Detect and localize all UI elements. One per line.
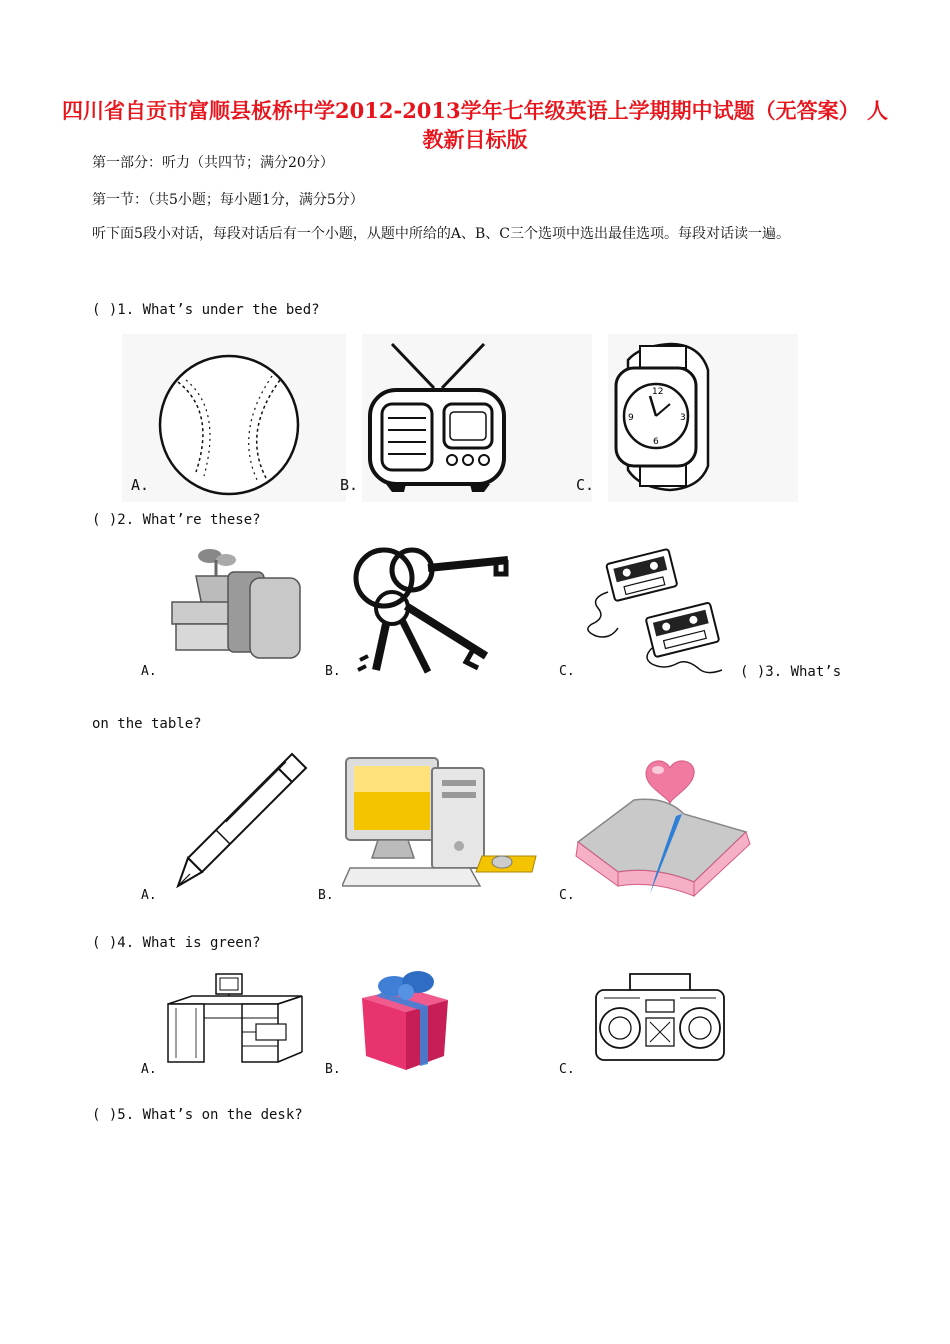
option-3-b: B. (318, 888, 334, 903)
radio-icon (590, 970, 730, 1064)
tv-icon (362, 342, 512, 494)
question-4: ( )4. What is green? (92, 935, 261, 951)
option-3-a: A. (141, 888, 157, 903)
question-3-end: on the table? (92, 716, 202, 732)
option-3-c: C. (559, 888, 575, 903)
option-2-b: B. (325, 664, 341, 679)
question-3-start: ( )3. What’s (740, 664, 842, 680)
option-1-c: C. (576, 476, 595, 494)
option-4-b: B. (325, 1062, 341, 1077)
option-4-c: C. (559, 1062, 575, 1077)
instructions: 听下面5段小对话，每段对话后有一个小题，从题中所给的A、B、C三个选项中选出最佳选项。每段对话读一遍。 (92, 226, 791, 242)
svg-text:3: 3 (680, 413, 686, 423)
pen-icon (166, 748, 312, 894)
option-1-a: A. (131, 476, 150, 494)
option-4-a: A. (141, 1062, 157, 1077)
desk-icon (166, 968, 304, 1064)
question-2: ( )2. What’re these? (92, 512, 261, 528)
gift-box-icon (356, 966, 452, 1074)
page-title: 四川省自贡市富顺县板桥中学2012-2013学年七年级英语上学期期中试题（无答案） 人教新目标版 (62, 98, 888, 152)
svg-text:6: 6 (653, 437, 659, 447)
book-heart-icon (574, 756, 752, 902)
option-2-c: C. (559, 664, 575, 679)
watch-icon (610, 340, 714, 494)
computer-icon (342, 756, 538, 894)
baseball-icon (156, 352, 302, 498)
option-1-b: B. (340, 476, 359, 494)
option-2-a: A. (141, 664, 157, 679)
books-plant-icon (166, 548, 306, 660)
part-heading: 第一部分：听力（共四节；满分20分） (92, 155, 334, 171)
svg-text:9: 9 (628, 413, 634, 423)
keys-icon (346, 544, 518, 678)
question-1: ( )1. What’s under the bed? (92, 302, 320, 318)
question-5: ( )5. What’s on the desk? (92, 1107, 303, 1123)
cassette-tapes-icon (582, 548, 734, 676)
section-heading: 第一节：（共5小题；每小题1分，满分5分） (92, 192, 364, 208)
svg-text:12: 12 (652, 387, 664, 397)
